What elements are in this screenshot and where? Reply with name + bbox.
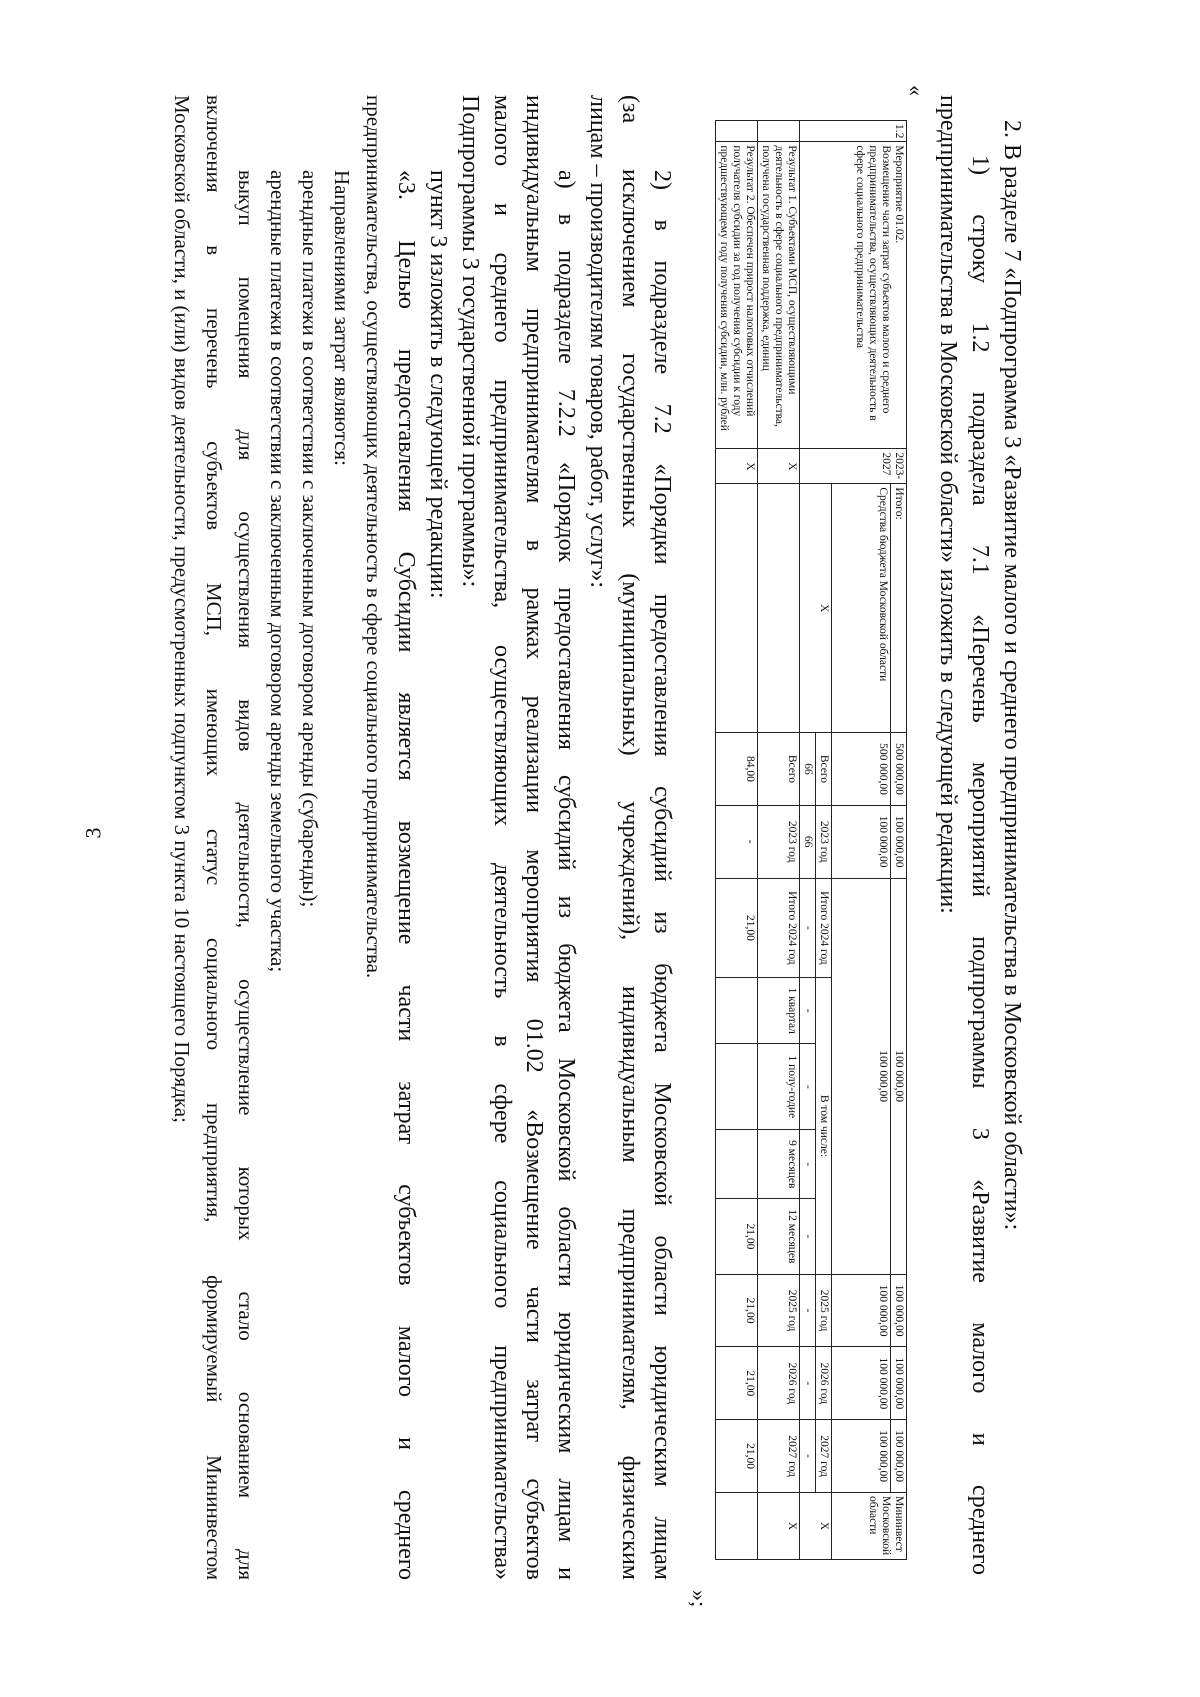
body-line-8: пункт 3 изложить в следующей редакции: — [425, 170, 451, 599]
r1-head-2025: 2025 год — [816, 1274, 832, 1347]
r2-head-q1: 1 квартал — [758, 978, 800, 1044]
r1-val-all: 66 — [800, 733, 816, 806]
body-line-1: 2) в подразделе 7.2 «Порядки предоставления субсидий из бюджета Московской области юридическим лицам — [649, 170, 675, 1580]
measure-text: Возмещение части затрат субъектов малого и среднего предпринимательства, осуществляющих деятельность в сфере социального предпринимательства — [854, 145, 892, 421]
r1-val-2023: 66 — [800, 805, 816, 878]
result1-text: Результат 1. Субъектами МСП, осуществляющими деятельность в сфере социального предпринимательства, получена государственная поддержка, единиц — [758, 142, 800, 449]
r1-head-2027: 2027 год — [816, 1420, 832, 1493]
result2-x: Х — [716, 449, 758, 484]
fin-total-2026: 100 000,00 — [891, 1347, 907, 1420]
r1-head-2026: 2026 год — [816, 1347, 832, 1420]
item-1-line-2: предпринимательства в Московской области» изложить в следующей редакции: — [935, 95, 961, 914]
body-line-9: «3. Целью предоставления Субсидии является возмещение части затрат субъектов малого и среднего — [393, 170, 419, 1580]
fin-budget-all: 500 000,00 — [832, 733, 891, 806]
measures-table — [715, 120, 907, 1560]
fin-total-2024: 100 000,00 — [891, 878, 907, 1274]
r2-val-itogo: 21,00 — [716, 878, 758, 978]
r1-val-m9: - — [800, 1130, 816, 1199]
fin-budget-2023: 100 000,00 — [832, 805, 891, 878]
result1-executor-x: Х — [800, 1493, 832, 1560]
measure-cell — [800, 142, 907, 449]
body-line-14: выкуп помещения для осуществления видов деятельности, осуществление которых стало основанием для — [234, 170, 258, 1580]
r2-head-all: Всего — [758, 733, 800, 806]
fin-total-2025: 100 000,00 — [891, 1274, 907, 1347]
fin-budget-2025: 100 000,00 — [832, 1274, 891, 1347]
fin-budget-2024: 100 000,00 — [832, 878, 891, 1274]
item-1-line-1: 1) строку 1.2 подраздела 7.1 «Перечень мероприятий подпрограммы 3 «Развитие малого и среднего — [967, 155, 993, 1575]
r2-head-2023: 2023 год — [758, 805, 800, 878]
r1-val-2025: - — [800, 1274, 816, 1347]
r1-val-itogo: - — [800, 878, 816, 978]
r2-val-2025: 21,00 — [716, 1274, 758, 1347]
page-number: 3 — [80, 827, 106, 839]
body-line-12: арендные платежи в соответствии с заключенным договором аренды (субаренды); — [298, 170, 322, 908]
result2-executor-x: Х — [758, 1493, 800, 1560]
r1-head-all: Всего — [816, 733, 832, 806]
row-number: 1.2 — [800, 121, 907, 142]
body-line-6: малого и среднего предпринимательства, осуществляющих деятельность в сфере социального предпринимательства» — [489, 95, 515, 1580]
fin-budget-2027: 100 000,00 — [832, 1420, 891, 1493]
r2-val-2026: 21,00 — [716, 1347, 758, 1420]
r2-val-m12: 21,00 — [716, 1199, 758, 1275]
result2-text: Результат 2. Обеспечен прирост налоговых отчислений получателя субсидии за год получения субсидии к году предшествующему году получения субсидии, млн. рублей — [716, 142, 758, 449]
body-line-13: арендные платежи в соответствии с заключенным договором аренды земельного участка; — [266, 170, 290, 973]
open-quote: « — [904, 85, 929, 96]
r1-val-m12: - — [800, 1199, 816, 1275]
r1-head-2023: 2023 год — [816, 805, 832, 878]
body-line-3: лицам – производителям товаров, работ, услуг»: — [585, 95, 611, 589]
r2-val-all: 84,00 — [716, 733, 758, 806]
r1-val-2027: - — [800, 1420, 816, 1493]
r2-val-q1 — [716, 978, 758, 1044]
fin-total-all: 500 000,00 — [891, 733, 907, 806]
measure-title: Мероприятие 01.02. — [893, 145, 905, 244]
body-line-5: индивидуальным предпринимателям в рамках реализации мероприятия 01.02 «Возмещение части затрат субъектов — [521, 95, 547, 1580]
r1-val-h1: - — [800, 1044, 816, 1130]
r1-val-2026: - — [800, 1347, 816, 1420]
r2-val-h1 — [716, 1044, 758, 1130]
r2-head-m12: 12 месяцев — [758, 1199, 800, 1275]
result1-x-years: Х — [758, 449, 800, 484]
body-line-2: (за исключением государственных (муниципальных) учреждений), индивидуальным предпринимателям, физическим — [617, 95, 643, 1580]
r1-val-q1: - — [800, 978, 816, 1044]
executor: Мининвест Московской области — [832, 1493, 907, 1560]
fin-total-2027: 100 000,00 — [891, 1420, 907, 1493]
body-line-7: Подпрограммы 3 государственной программы»: — [457, 95, 483, 588]
r2-head-itogo: Итого 2024 год — [758, 878, 800, 978]
result1-x: Х — [800, 484, 832, 733]
total-label: Итого: — [891, 484, 907, 733]
r1-head-itogo: Итого 2024 год — [816, 878, 832, 978]
funding-source: Средства бюджета Московской области — [832, 484, 891, 733]
body-line-16: Московской области, и (или) видов деятельности, предусмотренных подпунктом 3 пункта 10 настоящего Порядка; — [170, 95, 194, 1123]
close-quote: »; — [687, 1590, 712, 1608]
r1-head-incl: В том числе: — [816, 978, 832, 1274]
r2-head-m9: 9 месяцев — [758, 1130, 800, 1199]
rotated-document-page — [167, 60, 1047, 1640]
body-line-10: предпринимательства, осуществляющих деятельность в сфере социального предпринимательства. — [362, 95, 386, 979]
body-line-11: Направлениями затрат являются: — [330, 170, 354, 466]
r2-val-2023: - — [716, 805, 758, 878]
years-cell: 2023-2027 — [800, 449, 907, 484]
fin-total-2023: 100 000,00 — [891, 805, 907, 878]
r2-head-h1: 1 полу-годие — [758, 1044, 800, 1130]
r2-head-2027: 2027 год — [758, 1420, 800, 1493]
r2-head-2026: 2026 год — [758, 1347, 800, 1420]
fin-budget-2026: 100 000,00 — [832, 1347, 891, 1420]
section-heading: 2. В разделе 7 «Подпрограмма 3 «Развитие малого и среднего предпринимательства в Московской области»: — [999, 120, 1025, 1231]
body-line-15: включения в перечень субъектов МСП, имеющих статус социального предприятия, формируемый Мининвестом — [202, 95, 226, 1580]
r2-head-2025: 2025 год — [758, 1274, 800, 1347]
r2-val-m9 — [716, 1130, 758, 1199]
body-line-4: а) в подразделе 7.2.2 «Порядок предоставления субсидий из бюджета Московской области юридическим лицам и — [553, 170, 579, 1580]
r2-val-2027: 21,00 — [716, 1420, 758, 1493]
